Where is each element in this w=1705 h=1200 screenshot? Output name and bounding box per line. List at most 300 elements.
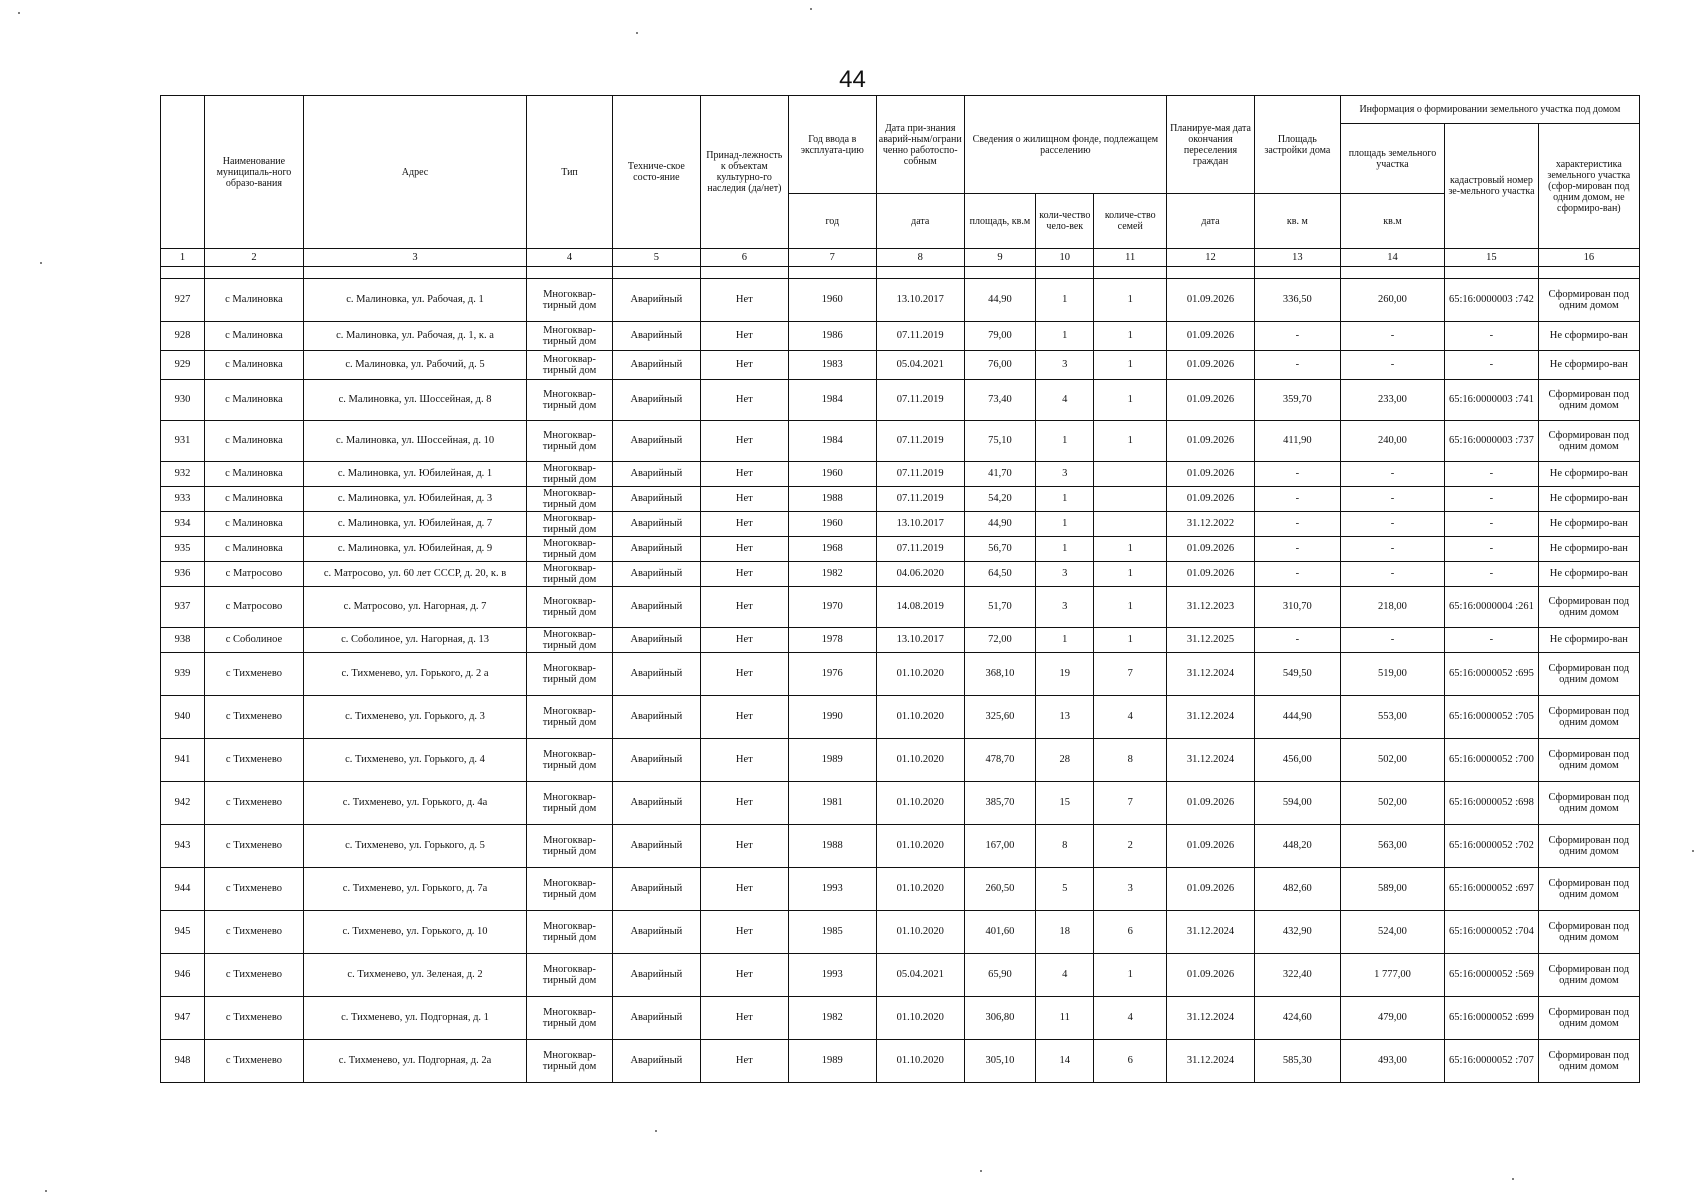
family-count-cell: 7 — [1094, 653, 1167, 696]
technical-state-cell: Аварийный — [612, 739, 700, 782]
address-cell: с. Тихменево, ул. Подгорная, д. 1 — [303, 997, 526, 1040]
emergency-date-cell: 01.10.2020 — [876, 1040, 964, 1083]
heritage-flag-cell: Нет — [700, 562, 788, 587]
header-row-number — [161, 96, 205, 249]
cadastral-number-cell: 65:16:0000052 :695 — [1445, 653, 1538, 696]
planned-date-cell: 31.12.2024 — [1167, 911, 1255, 954]
living-area-cell: 72,00 — [964, 628, 1035, 653]
emergency-date-cell: 01.10.2020 — [876, 997, 964, 1040]
living-area-cell: 56,70 — [964, 537, 1035, 562]
heritage-flag-cell: Нет — [700, 653, 788, 696]
living-area-cell: 385,70 — [964, 782, 1035, 825]
row-number-cell: 936 — [161, 562, 205, 587]
heritage-flag-cell: Нет — [700, 739, 788, 782]
planned-date-cell: 01.09.2026 — [1167, 351, 1255, 380]
scan-speck — [18, 12, 20, 14]
municipality-cell: с Малиновка — [204, 537, 303, 562]
header-land-area: площадь земельного участка — [1340, 124, 1444, 194]
header-year-unit: год — [788, 194, 876, 249]
house-type-cell: Многоквар-тирный дом — [527, 782, 613, 825]
land-area-cell: 260,00 — [1340, 279, 1444, 322]
table-row — [161, 537, 1640, 562]
house-type-cell: Многоквар-тирный дом — [527, 562, 613, 587]
emergency-date-cell: 14.08.2019 — [876, 587, 964, 628]
planned-date-cell: 01.09.2026 — [1167, 954, 1255, 997]
technical-state-cell: Аварийный — [612, 587, 700, 628]
land-area-cell: 479,00 — [1340, 997, 1444, 1040]
table-row — [161, 279, 1640, 322]
people-count-cell: 3 — [1036, 351, 1094, 380]
address-cell: с. Тихменево, ул. Горького, д. 5 — [303, 825, 526, 868]
commission-year-cell: 1976 — [788, 653, 876, 696]
building-area-cell: 411,90 — [1254, 421, 1340, 462]
column-number-row — [161, 249, 1640, 267]
municipality-cell: с Тихменево — [204, 653, 303, 696]
column-number: 13 — [1254, 249, 1340, 267]
land-area-cell: 240,00 — [1340, 421, 1444, 462]
row-number-cell: 945 — [161, 911, 205, 954]
land-characteristic-cell: Не сформиро-ван — [1538, 462, 1639, 487]
living-area-cell: 73,40 — [964, 380, 1035, 421]
emergency-date-cell: 07.11.2019 — [876, 487, 964, 512]
family-count-cell: 6 — [1094, 911, 1167, 954]
land-characteristic-cell: Сформирован под одним домом — [1538, 380, 1639, 421]
commission-year-cell: 1981 — [788, 782, 876, 825]
row-number-cell: 928 — [161, 322, 205, 351]
emergency-date-cell: 13.10.2017 — [876, 279, 964, 322]
planned-date-cell: 01.09.2026 — [1167, 782, 1255, 825]
family-count-cell: 6 — [1094, 1040, 1167, 1083]
address-cell: с. Малиновка, ул. Рабочая, д. 1, к. а — [303, 322, 526, 351]
land-area-cell: 519,00 — [1340, 653, 1444, 696]
family-count-cell — [1094, 487, 1167, 512]
cadastral-number-cell: - — [1445, 487, 1538, 512]
column-number: 4 — [527, 249, 613, 267]
municipality-cell: с Малиновка — [204, 512, 303, 537]
commission-year-cell: 1978 — [788, 628, 876, 653]
planned-date-cell: 01.09.2026 — [1167, 421, 1255, 462]
emergency-date-cell: 04.06.2020 — [876, 562, 964, 587]
building-area-cell: 432,90 — [1254, 911, 1340, 954]
building-area-cell: 310,70 — [1254, 587, 1340, 628]
cadastral-number-cell: - — [1445, 351, 1538, 380]
technical-state-cell: Аварийный — [612, 462, 700, 487]
family-count-cell: 1 — [1094, 322, 1167, 351]
house-type-cell: Многоквар-тирный дом — [527, 279, 613, 322]
row-number-cell: 940 — [161, 696, 205, 739]
address-cell: с. Малиновка, ул. Юбилейная, д. 3 — [303, 487, 526, 512]
emergency-date-cell: 05.04.2021 — [876, 351, 964, 380]
scan-speck — [45, 1190, 47, 1192]
header-date-unit: дата — [876, 194, 964, 249]
family-count-cell: 7 — [1094, 782, 1167, 825]
column-number: 3 — [303, 249, 526, 267]
building-area-cell: 424,60 — [1254, 997, 1340, 1040]
house-type-cell: Многоквар-тирный дом — [527, 653, 613, 696]
land-area-cell: - — [1340, 537, 1444, 562]
municipality-cell: с Матросово — [204, 562, 303, 587]
column-number: 9 — [964, 249, 1035, 267]
scan-speck — [980, 1170, 982, 1172]
land-area-cell: 563,00 — [1340, 825, 1444, 868]
heritage-flag-cell: Нет — [700, 421, 788, 462]
people-count-cell: 3 — [1036, 462, 1094, 487]
land-area-cell: 553,00 — [1340, 696, 1444, 739]
header-people-count: коли-чество чело-век — [1036, 194, 1094, 249]
emergency-date-cell: 13.10.2017 — [876, 512, 964, 537]
emergency-date-cell: 07.11.2019 — [876, 537, 964, 562]
heritage-flag-cell: Нет — [700, 868, 788, 911]
house-type-cell: Многоквар-тирный дом — [527, 628, 613, 653]
table-row — [161, 322, 1640, 351]
emergency-date-cell: 01.10.2020 — [876, 825, 964, 868]
house-type-cell: Многоквар-тирный дом — [527, 421, 613, 462]
address-cell: с. Тихменево, ул. Горького, д. 2 а — [303, 653, 526, 696]
cadastral-number-cell: 65:16:0000052 :705 — [1445, 696, 1538, 739]
planned-date-cell: 31.12.2024 — [1167, 696, 1255, 739]
building-area-cell: - — [1254, 628, 1340, 653]
living-area-cell: 368,10 — [964, 653, 1035, 696]
municipality-cell: с Малиновка — [204, 279, 303, 322]
address-cell: с. Тихменево, ул. Горького, д. 4а — [303, 782, 526, 825]
family-count-cell: 1 — [1094, 954, 1167, 997]
cadastral-number-cell: - — [1445, 512, 1538, 537]
technical-state-cell: Аварийный — [612, 1040, 700, 1083]
technical-state-cell: Аварийный — [612, 487, 700, 512]
planned-date-cell: 01.09.2026 — [1167, 562, 1255, 587]
heritage-flag-cell: Нет — [700, 537, 788, 562]
emergency-date-cell: 07.11.2019 — [876, 322, 964, 351]
column-number: 11 — [1094, 249, 1167, 267]
land-characteristic-cell: Сформирован под одним домом — [1538, 1040, 1639, 1083]
row-number-cell: 932 — [161, 462, 205, 487]
emergency-date-cell: 13.10.2017 — [876, 628, 964, 653]
commission-year-cell: 1968 — [788, 537, 876, 562]
commission-year-cell: 1988 — [788, 825, 876, 868]
table-row — [161, 487, 1640, 512]
people-count-cell: 18 — [1036, 911, 1094, 954]
commission-year-cell: 1960 — [788, 462, 876, 487]
family-count-cell: 4 — [1094, 696, 1167, 739]
house-type-cell: Многоквар-тирный дом — [527, 587, 613, 628]
municipality-cell: с Малиновка — [204, 487, 303, 512]
emergency-date-cell: 05.04.2021 — [876, 954, 964, 997]
municipality-cell: с Тихменево — [204, 1040, 303, 1083]
table-row — [161, 351, 1640, 380]
people-count-cell: 4 — [1036, 954, 1094, 997]
row-number-cell: 947 — [161, 997, 205, 1040]
heritage-flag-cell: Нет — [700, 782, 788, 825]
planned-date-cell: 01.09.2026 — [1167, 380, 1255, 421]
header-living-area: площадь, кв.м — [964, 194, 1035, 249]
family-count-cell — [1094, 462, 1167, 487]
living-area-cell: 167,00 — [964, 825, 1035, 868]
land-area-cell: 502,00 — [1340, 782, 1444, 825]
table-row — [161, 911, 1640, 954]
land-characteristic-cell: Сформирован под одним домом — [1538, 421, 1639, 462]
technical-state-cell: Аварийный — [612, 562, 700, 587]
people-count-cell: 1 — [1036, 421, 1094, 462]
living-area-cell: 325,60 — [964, 696, 1035, 739]
address-cell: с. Матросово, ул. 60 лет СССР, д. 20, к. в — [303, 562, 526, 587]
address-cell: с. Тихменево, ул. Горького, д. 3 — [303, 696, 526, 739]
people-count-cell: 11 — [1036, 997, 1094, 1040]
land-characteristic-cell: Не сформиро-ван — [1538, 512, 1639, 537]
column-number: 1 — [161, 249, 205, 267]
address-cell: с. Тихменево, ул. Подгорная, д. 2а — [303, 1040, 526, 1083]
header-address: Адрес — [303, 96, 526, 249]
commission-year-cell: 1988 — [788, 487, 876, 512]
heritage-flag-cell: Нет — [700, 462, 788, 487]
people-count-cell: 13 — [1036, 696, 1094, 739]
header-cadastral-number: кадастровый номер зе-мельного участка — [1445, 124, 1538, 249]
land-area-cell: 502,00 — [1340, 739, 1444, 782]
house-type-cell: Многоквар-тирный дом — [527, 351, 613, 380]
land-characteristic-cell: Сформирован под одним домом — [1538, 825, 1639, 868]
family-count-cell — [1094, 512, 1167, 537]
column-number: 15 — [1445, 249, 1538, 267]
land-characteristic-cell: Сформирован под одним домом — [1538, 782, 1639, 825]
municipality-cell: с Соболиное — [204, 628, 303, 653]
planned-date-cell: 31.12.2023 — [1167, 587, 1255, 628]
scan-speck — [1692, 850, 1694, 852]
land-characteristic-cell: Сформирован под одним домом — [1538, 997, 1639, 1040]
table-row — [161, 1040, 1640, 1083]
living-area-cell: 305,10 — [964, 1040, 1035, 1083]
emergency-date-cell: 01.10.2020 — [876, 653, 964, 696]
row-number-cell: 937 — [161, 587, 205, 628]
land-characteristic-cell: Сформирован под одним домом — [1538, 911, 1639, 954]
commission-year-cell: 1970 — [788, 587, 876, 628]
table-row — [161, 782, 1640, 825]
table-row — [161, 587, 1640, 628]
cadastral-number-cell: - — [1445, 628, 1538, 653]
heritage-flag-cell: Нет — [700, 279, 788, 322]
planned-date-cell: 31.12.2022 — [1167, 512, 1255, 537]
people-count-cell: 1 — [1036, 487, 1094, 512]
land-characteristic-cell: Сформирован под одним домом — [1538, 954, 1639, 997]
cadastral-number-cell: 65:16:0000052 :697 — [1445, 868, 1538, 911]
family-count-cell: 2 — [1094, 825, 1167, 868]
address-cell: с. Малиновка, ул. Юбилейная, д. 9 — [303, 537, 526, 562]
land-characteristic-cell: Не сформиро-ван — [1538, 562, 1639, 587]
people-count-cell: 19 — [1036, 653, 1094, 696]
house-type-cell: Многоквар-тирный дом — [527, 462, 613, 487]
building-area-cell: 585,30 — [1254, 1040, 1340, 1083]
header-technical-state: Техниче-ское состо-яние — [612, 96, 700, 249]
family-count-cell: 4 — [1094, 997, 1167, 1040]
page-number: 44 — [839, 66, 866, 93]
people-count-cell: 8 — [1036, 825, 1094, 868]
row-number-cell: 944 — [161, 868, 205, 911]
technical-state-cell: Аварийный — [612, 421, 700, 462]
technical-state-cell: Аварийный — [612, 380, 700, 421]
land-area-cell: - — [1340, 462, 1444, 487]
row-number-cell: 938 — [161, 628, 205, 653]
municipality-cell: с Матросово — [204, 587, 303, 628]
house-type-cell: Многоквар-тирный дом — [527, 1040, 613, 1083]
column-number: 14 — [1340, 249, 1444, 267]
planned-date-cell: 31.12.2024 — [1167, 739, 1255, 782]
row-number-cell: 939 — [161, 653, 205, 696]
building-area-cell: 456,00 — [1254, 739, 1340, 782]
technical-state-cell: Аварийный — [612, 628, 700, 653]
land-characteristic-cell: Сформирован под одним домом — [1538, 696, 1639, 739]
land-characteristic-cell: Не сформиро-ван — [1538, 537, 1639, 562]
technical-state-cell: Аварийный — [612, 825, 700, 868]
building-area-cell: - — [1254, 462, 1340, 487]
land-characteristic-cell: Не сформиро-ван — [1538, 487, 1639, 512]
commission-year-cell: 1960 — [788, 279, 876, 322]
heritage-flag-cell: Нет — [700, 954, 788, 997]
row-number-cell: 942 — [161, 782, 205, 825]
commission-year-cell: 1989 — [788, 1040, 876, 1083]
family-count-cell: 1 — [1094, 380, 1167, 421]
family-count-cell: 1 — [1094, 351, 1167, 380]
header-building-area-unit: кв. м — [1254, 194, 1340, 249]
technical-state-cell: Аварийный — [612, 782, 700, 825]
cadastral-number-cell: 65:16:0000052 :702 — [1445, 825, 1538, 868]
technical-state-cell: Аварийный — [612, 322, 700, 351]
family-count-cell: 8 — [1094, 739, 1167, 782]
living-area-cell: 306,80 — [964, 997, 1035, 1040]
technical-state-cell: Аварийный — [612, 537, 700, 562]
technical-state-cell: Аварийный — [612, 351, 700, 380]
people-count-cell: 1 — [1036, 279, 1094, 322]
building-area-cell: 336,50 — [1254, 279, 1340, 322]
planned-date-cell: 01.09.2026 — [1167, 279, 1255, 322]
commission-year-cell: 1990 — [788, 696, 876, 739]
municipality-cell: с Тихменево — [204, 911, 303, 954]
house-type-cell: Многоквар-тирный дом — [527, 954, 613, 997]
technical-state-cell: Аварийный — [612, 911, 700, 954]
emergency-date-cell: 07.11.2019 — [876, 462, 964, 487]
building-area-cell: 448,20 — [1254, 825, 1340, 868]
living-area-cell: 44,90 — [964, 279, 1035, 322]
cadastral-number-cell: - — [1445, 462, 1538, 487]
address-cell: с. Тихменево, ул. Горького, д. 10 — [303, 911, 526, 954]
row-number-cell: 930 — [161, 380, 205, 421]
heritage-flag-cell: Нет — [700, 825, 788, 868]
table-row — [161, 997, 1640, 1040]
row-number-cell: 931 — [161, 421, 205, 462]
municipality-cell: с Тихменево — [204, 954, 303, 997]
commission-year-cell: 1986 — [788, 322, 876, 351]
table-row — [161, 462, 1640, 487]
land-characteristic-cell: Не сформиро-ван — [1538, 351, 1639, 380]
municipality-cell: с Тихменево — [204, 739, 303, 782]
family-count-cell: 1 — [1094, 587, 1167, 628]
family-count-cell: 1 — [1094, 628, 1167, 653]
header-emergency-date: Дата при-знания аварий-ным/ограни ченно работоспо-собным — [876, 96, 964, 194]
table-row — [161, 825, 1640, 868]
row-number-cell: 933 — [161, 487, 205, 512]
cadastral-number-cell: 65:16:0000003 :742 — [1445, 279, 1538, 322]
living-area-cell: 79,00 — [964, 322, 1035, 351]
column-number: 16 — [1538, 249, 1639, 267]
heritage-flag-cell: Нет — [700, 380, 788, 421]
cadastral-number-cell: 65:16:0000052 :699 — [1445, 997, 1538, 1040]
building-area-cell: - — [1254, 487, 1340, 512]
header-family-count: количе-ство семей — [1094, 194, 1167, 249]
land-characteristic-cell: Сформирован под одним домом — [1538, 279, 1639, 322]
cadastral-number-cell: - — [1445, 322, 1538, 351]
planned-date-cell: 31.12.2024 — [1167, 1040, 1255, 1083]
land-characteristic-cell: Сформирован под одним домом — [1538, 587, 1639, 628]
table-row — [161, 696, 1640, 739]
address-cell: с. Тихменево, ул. Горького, д. 7а — [303, 868, 526, 911]
municipality-cell: с Тихменево — [204, 868, 303, 911]
emergency-date-cell: 01.10.2020 — [876, 868, 964, 911]
living-area-cell: 54,20 — [964, 487, 1035, 512]
row-number-cell: 946 — [161, 954, 205, 997]
house-type-cell: Многоквар-тирный дом — [527, 380, 613, 421]
column-number: 5 — [612, 249, 700, 267]
municipality-cell: с Тихменево — [204, 997, 303, 1040]
row-number-cell: 935 — [161, 537, 205, 562]
building-area-cell: 359,70 — [1254, 380, 1340, 421]
people-count-cell: 28 — [1036, 739, 1094, 782]
heritage-flag-cell: Нет — [700, 911, 788, 954]
building-area-cell: 594,00 — [1254, 782, 1340, 825]
address-cell: с. Тихменево, ул. Зеленая, д. 2 — [303, 954, 526, 997]
land-characteristic-cell: Сформирован под одним домом — [1538, 739, 1639, 782]
municipality-cell: с Малиновка — [204, 462, 303, 487]
land-area-cell: - — [1340, 562, 1444, 587]
living-area-cell: 65,90 — [964, 954, 1035, 997]
planned-date-cell: 31.12.2024 — [1167, 997, 1255, 1040]
municipality-cell: с Тихменево — [204, 696, 303, 739]
header-land-characteristic: характеристика земельного участка (сфор-мирован под одним домом, не сформиро-ван) — [1538, 124, 1639, 249]
house-type-cell: Многоквар-тирный дом — [527, 487, 613, 512]
cadastral-number-cell: 65:16:0000052 :700 — [1445, 739, 1538, 782]
emergency-date-cell: 01.10.2020 — [876, 911, 964, 954]
commission-year-cell: 1982 — [788, 997, 876, 1040]
row-number-cell: 948 — [161, 1040, 205, 1083]
emergency-date-cell: 01.10.2020 — [876, 739, 964, 782]
emergency-date-cell: 01.10.2020 — [876, 782, 964, 825]
heritage-flag-cell: Нет — [700, 997, 788, 1040]
living-area-cell: 401,60 — [964, 911, 1035, 954]
living-area-cell: 44,90 — [964, 512, 1035, 537]
emergency-date-cell: 07.11.2019 — [876, 421, 964, 462]
commission-year-cell: 1983 — [788, 351, 876, 380]
land-area-cell: - — [1340, 512, 1444, 537]
building-area-cell: 444,90 — [1254, 696, 1340, 739]
people-count-cell: 3 — [1036, 587, 1094, 628]
cadastral-number-cell: 65:16:0000003 :737 — [1445, 421, 1538, 462]
planned-date-cell: 01.09.2026 — [1167, 868, 1255, 911]
commission-year-cell: 1960 — [788, 512, 876, 537]
land-area-cell: 493,00 — [1340, 1040, 1444, 1083]
table-row — [161, 954, 1640, 997]
address-cell: с. Малиновка, ул. Юбилейная, д. 1 — [303, 462, 526, 487]
planned-date-cell: 31.12.2025 — [1167, 628, 1255, 653]
table-row — [161, 562, 1640, 587]
people-count-cell: 1 — [1036, 322, 1094, 351]
header-municipality: Наименование муниципаль-ного образо-вания — [204, 96, 303, 249]
house-type-cell: Многоквар-тирный дом — [527, 696, 613, 739]
address-cell: с. Малиновка, ул. Рабочая, д. 1 — [303, 279, 526, 322]
column-number: 6 — [700, 249, 788, 267]
people-count-cell: 4 — [1036, 380, 1094, 421]
house-type-cell: Многоквар-тирный дом — [527, 322, 613, 351]
building-area-cell: 322,40 — [1254, 954, 1340, 997]
technical-state-cell: Аварийный — [612, 997, 700, 1040]
column-number: 7 — [788, 249, 876, 267]
heritage-flag-cell: Нет — [700, 1040, 788, 1083]
municipality-cell: с Малиновка — [204, 380, 303, 421]
